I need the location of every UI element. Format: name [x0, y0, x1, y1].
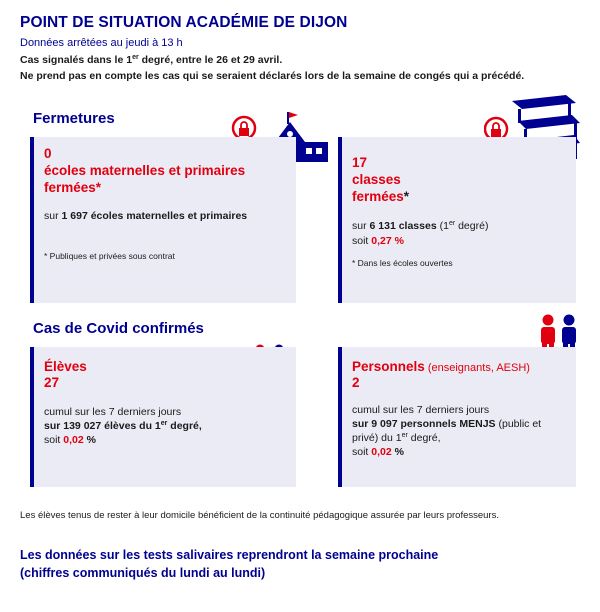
personnels-total: sur 9 097 personnels MENJS (public et — [352, 418, 542, 430]
tests-note-line2: (chiffres communiqués du lundi au lundi) — [20, 566, 266, 580]
ecoles-label-line2: fermées* — [44, 180, 102, 195]
card-personnels-covid — [338, 347, 576, 487]
classes-count: 17 — [352, 155, 368, 170]
personnels-rate: soit 0,02 % — [352, 446, 404, 458]
personnels-count: 2 — [352, 375, 360, 390]
data-date-subtitle: Données arrêtées au jeudi à 13 h — [20, 37, 183, 49]
exclusion-line: Ne prend pas en compte les cas qui se seraient déclarés lors de la semaine de congés qui a précédé. — [20, 70, 525, 82]
classes-label-line2: fermées* — [352, 189, 410, 204]
personnels-total-line2: privé) du 1er degré, — [352, 432, 441, 444]
ecoles-total: sur 1 697 écoles maternelles et primaires — [44, 210, 248, 222]
card-eleves-covid — [30, 347, 296, 487]
continuity-note: Les élèves tenus de rester à leur domicile bénéficient de la continuité pédagogique assurée par leurs professeurs. — [20, 510, 499, 521]
section-title-fermetures: Fermetures — [33, 110, 115, 127]
eleves-label: Élèves — [44, 359, 87, 374]
classes-label-line1: classes — [352, 172, 401, 187]
eleves-count: 27 — [44, 375, 60, 390]
eleves-total: sur 139 027 élèves du 1er degré, — [44, 420, 202, 432]
personnels-label: Personnels (enseignants, AESH) — [352, 359, 530, 374]
page-title: POINT DE SITUATION ACADÉMIE DE DIJON — [20, 14, 348, 31]
tests-note-line1: Les données sur les tests salivaires reprendront la semaine prochaine — [20, 548, 439, 562]
card-ecoles-fermees — [30, 137, 296, 303]
eleves-rate: soit 0,02 % — [44, 434, 96, 446]
classes-rate: soit 0,27 % — [352, 235, 404, 247]
ecoles-count: 0 — [44, 146, 52, 161]
section-title-covid: Cas de Covid confirmés — [33, 320, 204, 337]
ecoles-footnote: * Publiques et privées sous contrat — [44, 251, 175, 261]
classes-total: sur 6 131 classes (1er degré) — [352, 220, 489, 232]
personnels-cumul: cumul sur les 7 derniers jours — [352, 404, 490, 416]
classes-footnote: * Dans les écoles ouvertes — [352, 258, 453, 268]
ecoles-label-line1: écoles maternelles et primaires — [44, 163, 246, 178]
card-classes-fermees — [338, 137, 576, 303]
eleves-cumul: cumul sur les 7 derniers jours — [44, 406, 182, 418]
scope-line: Cas signalés dans le 1er degré, entre le 26 et 29 avril. — [20, 54, 283, 66]
